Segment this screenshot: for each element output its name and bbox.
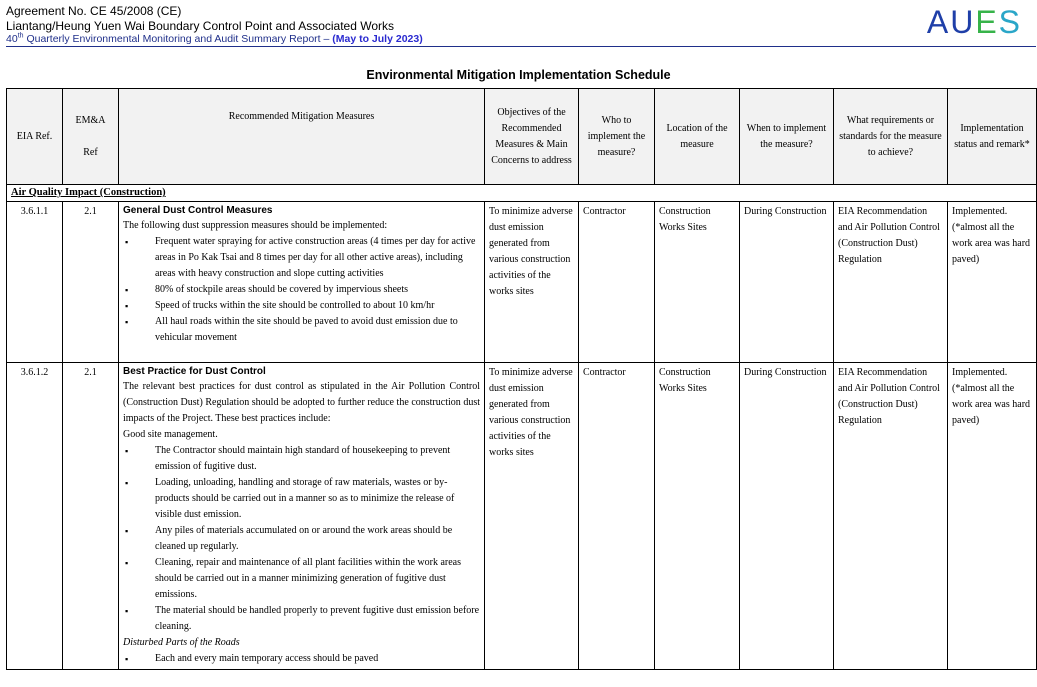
col-who: Who to implement the measure? — [579, 89, 655, 185]
report-number-suffix: th — [17, 32, 24, 40]
eia-ref-cell: 3.6.1.2 — [7, 363, 63, 670]
report-period: (May to July 2023) — [332, 33, 423, 45]
logo-letter-a: A — [926, 4, 951, 40]
section-air-quality: Air Quality Impact (Construction) — [7, 185, 1037, 202]
col-measures: Recommended Mitigation Measures — [119, 89, 485, 185]
requirements-cell: EIA Recommendation and Air Pollution Control (Construction Dust) Regulation — [834, 363, 948, 670]
report-name: Quarterly Environmental Monitoring and Audit Summary Report – — [23, 33, 333, 45]
table-row — [7, 202, 1037, 363]
eia-ref-cell: 3.6.1.1 — [7, 202, 63, 363]
measure-title: Best Practice for Dust Control — [123, 366, 266, 377]
mitigation-schedule-table — [6, 88, 1037, 670]
objective-cell: To minimize adverse dust emission generated from various construction activities of the works sites — [485, 202, 579, 363]
page-title: Environmental Mitigation Implementation Schedule — [366, 68, 671, 82]
col-location: Location of the measure — [655, 89, 740, 185]
location-cell: Construction Works Sites — [655, 202, 740, 363]
measure-subhead-2: Disturbed Parts of the Roads — [123, 637, 240, 648]
logo-letter-s: S — [998, 4, 1022, 40]
ema-ref-cell: 2.1 — [63, 202, 119, 363]
status-cell: Implemented. (*almost all the work area was hard paved) — [948, 363, 1037, 670]
col-ema-ref — [63, 89, 119, 185]
table-header-row — [7, 89, 1037, 185]
when-cell: During Construction — [740, 363, 834, 670]
who-cell: Contractor — [579, 363, 655, 670]
list-item: ▪ All haul roads within the site should be paved to avoid dust emission due to vehicular movement — [123, 314, 480, 346]
measure-title: General Dust Control Measures — [123, 205, 273, 216]
objective-cell: To minimize adverse dust emission generated from various construction activities of the works sites — [485, 363, 579, 670]
list-item: ▪ The Contractor should maintain high standard of housekeeping to prevent emission of fugitive dust. — [123, 443, 480, 475]
measure-intro: The following dust suppression measures should be implemented: — [123, 220, 388, 231]
col-when: When to implement the measure? — [740, 89, 834, 185]
report-number: 40 — [6, 33, 18, 45]
project-name: Liantang/Heung Yuen Wai Boundary Control Point and Associated Works — [6, 19, 395, 33]
measure-subhead: Good site management. — [123, 429, 218, 440]
measures-cell — [119, 363, 485, 670]
measures-cell — [119, 202, 485, 363]
col-eia-ref: EIA Ref. — [7, 89, 63, 185]
report-header — [6, 2, 1036, 46]
status-cell: Implemented. (*almost all the work area was hard paved) — [948, 202, 1037, 363]
when-cell: During Construction — [740, 202, 834, 363]
requirements-cell: EIA Recommendation and Air Pollution Control (Construction Dust) Regulation — [834, 202, 948, 363]
aues-logo — [927, 5, 1022, 39]
list-item: ▪ The material should be handled properly to prevent fugitive dust emission before cleaning. — [123, 603, 480, 635]
header-divider — [6, 46, 1036, 47]
list-item: ▪ Any piles of materials accumulated on or around the work areas should be cleaned up regularly. — [123, 523, 480, 555]
measure-bullets-2 — [123, 651, 480, 667]
list-item: ▪ Cleaning, repair and maintenance of all plant facilities within the work areas should be carried out in a manner minimizing generation of fugitive dust emissions. — [123, 555, 480, 603]
col-status: Implementation status and remark* — [948, 89, 1037, 185]
list-item: ▪ 80% of stockpile areas should be covered by impervious sheets — [123, 282, 480, 298]
list-item: ▪ Loading, unloading, handling and storage of raw materials, wastes or by-products should be carried out in a manner so as to minimize the release of visible dust emission. — [123, 475, 480, 523]
col-requirements: What requirements or standards for the measure to achieve? — [834, 89, 948, 185]
measure-bullets — [123, 234, 480, 346]
measure-intro: The relevant best practices for dust control as stipulated in the Air Pollution Control (Construction Dust) Regulation should be adopted to further reduce the construction dust impacts of the Project. These best practices include: — [123, 381, 480, 424]
list-item: ▪ Speed of trucks within the site should be controlled to about 10 km/hr — [123, 298, 480, 314]
table-row — [7, 363, 1037, 670]
col-ema-ref-line2: Ref — [83, 146, 98, 158]
who-cell: Contractor — [579, 202, 655, 363]
agreement-number: Agreement No. CE 45/2008 (CE) — [6, 4, 182, 18]
report-subtitle — [6, 33, 423, 46]
location-cell: Construction Works Sites — [655, 363, 740, 670]
section-row — [7, 185, 1037, 202]
col-objectives: Objectives of the Recommended Measures & Main Concerns to address — [485, 89, 579, 185]
measure-bullets — [123, 443, 480, 635]
logo-letter-u: U — [950, 4, 976, 40]
list-item: ▪ Each and every main temporary access should be paved — [123, 651, 480, 667]
col-ema-ref-line1: EM&A — [75, 114, 106, 126]
ema-ref-cell: 2.1 — [63, 363, 119, 670]
logo-letter-e: E — [975, 4, 999, 40]
list-item: ▪ Frequent water spraying for active construction areas (4 times per day for active areas in Po Kak Tsai and 8 times per day for all other active areas), including areas with heavy construction and slope cutting activities — [123, 234, 480, 282]
